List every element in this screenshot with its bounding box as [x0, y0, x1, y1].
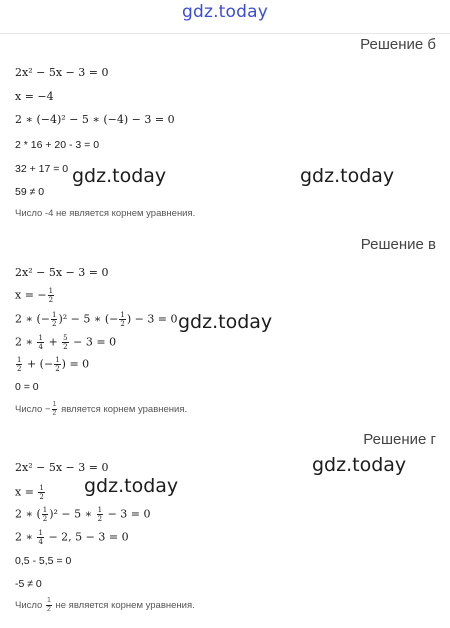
equation-line: 2 * 16 + 20 - 3 = 0: [15, 139, 100, 151]
equation-line: 2x² − 5x − 3 = 0: [15, 461, 109, 474]
fraction: $\frac{1}{2}$: [39, 484, 44, 501]
fraction: $\frac{1}{2}$: [55, 356, 60, 373]
equation-line: x = $\frac{1}{2}$: [15, 484, 44, 501]
fraction: $\frac{1}{2}$: [48, 287, 54, 304]
fraction: $\frac{1}{2}$: [97, 506, 103, 523]
equation-line: $\frac{1}{2}$ + (− $\frac{1}{2}$ ) = 0: [17, 356, 90, 373]
equation-line: 2 ∗ (− $\frac{1}{2}$ )² − 5 ∗ (− $\frac{1}{2}$ ) − 3 = 0: [15, 311, 178, 328]
watermark: gdz.today: [300, 165, 395, 187]
equation-line: x = −4: [15, 90, 54, 103]
equation-line: 2 ∗ $\frac{1}{4}$ + $\frac{5}{2}$ − 3 = 0: [15, 334, 117, 351]
section-title-b: Решение б: [360, 36, 436, 53]
equation-line: -5 ≠ 0: [15, 578, 42, 590]
fraction: $\frac{1}{2}$: [46, 597, 51, 613]
equation-line: 0,5 - 5,5 = 0: [15, 555, 72, 567]
equation-line: x = − $\frac{1}{2}$: [15, 287, 54, 304]
watermark: gdz.today: [178, 311, 273, 333]
conclusion-note: Число -4 не является корнем уравнения.: [15, 208, 196, 219]
fraction: $\frac{1}{2}$: [120, 311, 125, 328]
watermark: gdz.today: [84, 475, 179, 497]
section-title-v: Решение в: [360, 236, 436, 253]
site-logo[interactable]: gdz.today: [181, 2, 269, 22]
section-title-g: Решение г: [363, 431, 436, 448]
watermark: gdz.today: [312, 454, 407, 476]
fraction: $\frac{1}{2}$: [52, 401, 57, 417]
fraction: $\frac{5}{2}$: [63, 334, 68, 351]
conclusion-note: Число − $\frac{1}{2}$ является корнем уравнения.: [15, 401, 188, 417]
equation-line: 2 ∗ $\frac{1}{4}$ − 2, 5 − 3 = 0: [15, 529, 129, 546]
watermark: gdz.today: [72, 165, 167, 187]
fraction: $\frac{1}{4}$: [38, 529, 43, 546]
equation-line: 32 + 17 = 0: [15, 163, 69, 175]
equation-line: 2x² − 5x − 3 = 0: [15, 66, 109, 79]
equation-line: 2 ∗ (−4)² − 5 ∗ (−4) − 3 = 0: [15, 113, 175, 126]
equation-line: 2x² − 5x − 3 = 0: [15, 266, 109, 279]
equation-line: 2 ∗ ( $\frac{1}{2}$ )² − 5 ∗ $\frac{1}{2}$ − 3 = 0: [15, 506, 151, 523]
conclusion-note: Число $\frac{1}{2}$ не является корнем уравнения.: [15, 597, 195, 613]
fraction: $\frac{1}{2}$: [42, 506, 48, 523]
equation-line: 59 ≠ 0: [15, 186, 45, 198]
fraction: $\frac{1}{2}$: [17, 356, 22, 373]
header-divider: [0, 33, 450, 34]
fraction: $\frac{1}{2}$: [51, 311, 57, 328]
equation-line: 0 = 0: [15, 381, 39, 393]
fraction: $\frac{1}{4}$: [38, 334, 43, 351]
